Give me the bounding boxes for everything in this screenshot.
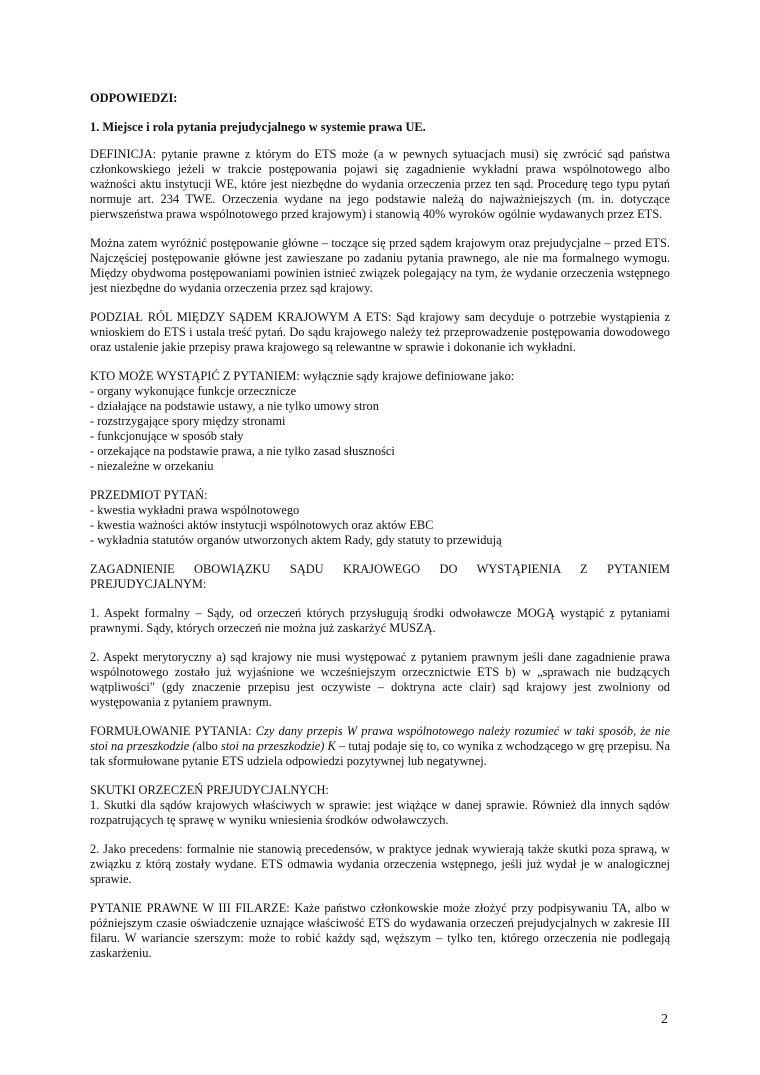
definition-paragraph: DEFINICJA: pytanie prawne z którym do ETS może (a w pewnych sytuacjach musi) się zwrócić sąd państwa członkowskiego jeżeli w trakcie postępowania pojawi się zagadnienie wykładni prawa wspólnotowego albo ważności aktu instytucji WE, które jest niezbędne do wydania orzeczenia przez ten sąd. Procedurę tego typu pytań normuje art. 234 TWE. Orzeczenia wydane na jego podstawie należą do najważniejszych (m. in. dotyczące pierwszeństwa prawa wspólnotowego przed krajowym) i stanowią 40% wyroków ogólnie wydawanych przez ETS.: [90, 147, 670, 221]
obligation-substantive: 2. Aspekt merytoryczny a) sąd krajowy nie musi występować z pytaniem prawnym jeśli dane zagadnienie prawa wspólnotowego zostało już wyjaśnione we wcześniejszym orzecznictwie ETS b) w „sprawach nie budzących wątpliwości" (gdy znaczenie przepisu jest oczywiste – doktryna acte clair) sąd krajowy jest zwolniony od występowania z pytaniem prawnym.: [90, 650, 670, 709]
list-item: - kwestia ważności aktów instytucji wspólnotowych oraz aktów EBC: [90, 518, 670, 533]
third-pillar-paragraph: PYTANIE PRAWNE W III FILARZE: Każe państwo członkowskie może złożyć przy podpisywaniu TA, albo w późniejszym czasie oświadczenie uznające właściwość ETS do wydawania orzeczeń prejudycjalnych w zakresie III filaru. W wariancie szerszym: może to robić każdy sąd, węższym – tylko ten, którego orzeczenia nie podlegają zaskarżeniu.: [90, 901, 670, 960]
list-item: - kwestia wykładni prawa wspólnotowego: [90, 503, 670, 518]
page-number: 2: [661, 1012, 668, 1027]
list-item: - niezależne w orzekaniu: [90, 459, 670, 474]
obligation-heading: ZAGADNIENIE OBOWIĄZKU SĄDU KRAJOWEGO DO WYSTĄPIENIA Z PYTANIEM PREJUDYCJALNYM:: [90, 562, 670, 591]
who-can-list: [90, 384, 670, 474]
subject-label: PRZEDMIOT PYTAŃ:: [90, 488, 208, 502]
document-title: ODPOWIEDZI:: [90, 91, 178, 105]
formulation-italic-1: Czy dany przepis W prawa wspólnotowego należy rozumieć w taki sposób, że nie stoi na przeszkodzie (: [90, 724, 670, 753]
effects-heading: SKUTKI ORZECZEŃ PREJUDYCJALNYCH:: [90, 783, 329, 797]
division-paragraph: PODZIAŁ RÓL MIĘDZY SĄDEM KRAJOWYM A ETS: Sąd krajowy sam decyduje o potrzebie wystąpienia z wnioskiem do ETS i ustala treść pytań. Do sądu krajowego należy też przeprowadzenie postępowania dowodowego oraz ustalenie jakie przepisy prawa krajowego są relewantne w sprawie i dokonanie ich wykładni.: [90, 310, 670, 354]
effects-point-2: 2. Jako precedens: formalnie nie stanowią precedensów, w praktyce jednak wywierają także skutki poza sprawą, w związku z którą zostały wydane. ETS odmawia wydania orzeczenia wstępnego, jeśli już wydał je w analogicznej sprawie.: [90, 842, 670, 886]
formulation-paragraph: [90, 724, 670, 769]
list-item: - funkcjonujące w sposób stały: [90, 429, 670, 444]
document-body: [90, 91, 670, 975]
obligation-formal: 1. Aspekt formalny – Sądy, od orzeczeń których przysługują środki odwoławcze MOGĄ wystąpić z pytaniami prawnymi. Sądy, których orzeczeń nie można już zaskarżyć MUSZĄ.: [90, 606, 670, 635]
list-item: - orzekające na podstawie prawa, a nie tylko zasad słuszności: [90, 444, 670, 459]
section-heading: 1. Miejsce i rola pytania prejudycjalnego w systemie prawa UE.: [90, 120, 426, 134]
effects-point-1: 1. Skutki dla sądów krajowych właściwych w sprawie: jest wiążące w danej sprawie. Również dla innych sądów rozpatrujących tę sprawę w wyniku wniesienia środków odwoławczych.: [90, 798, 670, 827]
formulation-normal-1: albo: [196, 739, 222, 753]
list-item: - wykładnia statutów organów utworzonych aktem Rady, gdy statuty to przewidują: [90, 533, 670, 548]
formulation-italic-2: stoi na przeszkodzie) K: [221, 739, 336, 753]
list-item: - organy wykonujące funkcje orzecznicze: [90, 384, 670, 399]
list-item: - działające na podstawie ustawy, a nie tylko umowy stron: [90, 399, 670, 414]
formulation-lead: FORMUŁOWANIE PYTANIA:: [90, 724, 256, 738]
list-item: - rozstrzygające spory między stronami: [90, 414, 670, 429]
proceedings-paragraph: Można zatem wyróżnić postępowanie główne – toczące się przed sądem krajowym oraz prejudycjalne – przed ETS. Najczęściej postępowanie główne jest zawieszane po zadaniu pytania prawnego, ale nie ma formalnego wymogu. Między obydwoma postępowaniami powinien istnieć związek polegający na tym, że wydanie orzeczenia wstępnego jest niezbędne do wydania orzeczenia przez sąd krajowy.: [90, 236, 670, 295]
subject-list: [90, 503, 670, 548]
who-can-label: KTO MOŻE WYSTĄPIĆ Z PYTANIEM: wyłącznie sądy krajowe definiowane jako:: [90, 369, 515, 383]
formulation-tail: – tutaj podaje się to, co wynika z wchodzącego w grę przepisu. Na tak sformułowane pytanie ETS udziela odpowiedzi pozytywnej lub negatywnej.: [90, 739, 670, 768]
